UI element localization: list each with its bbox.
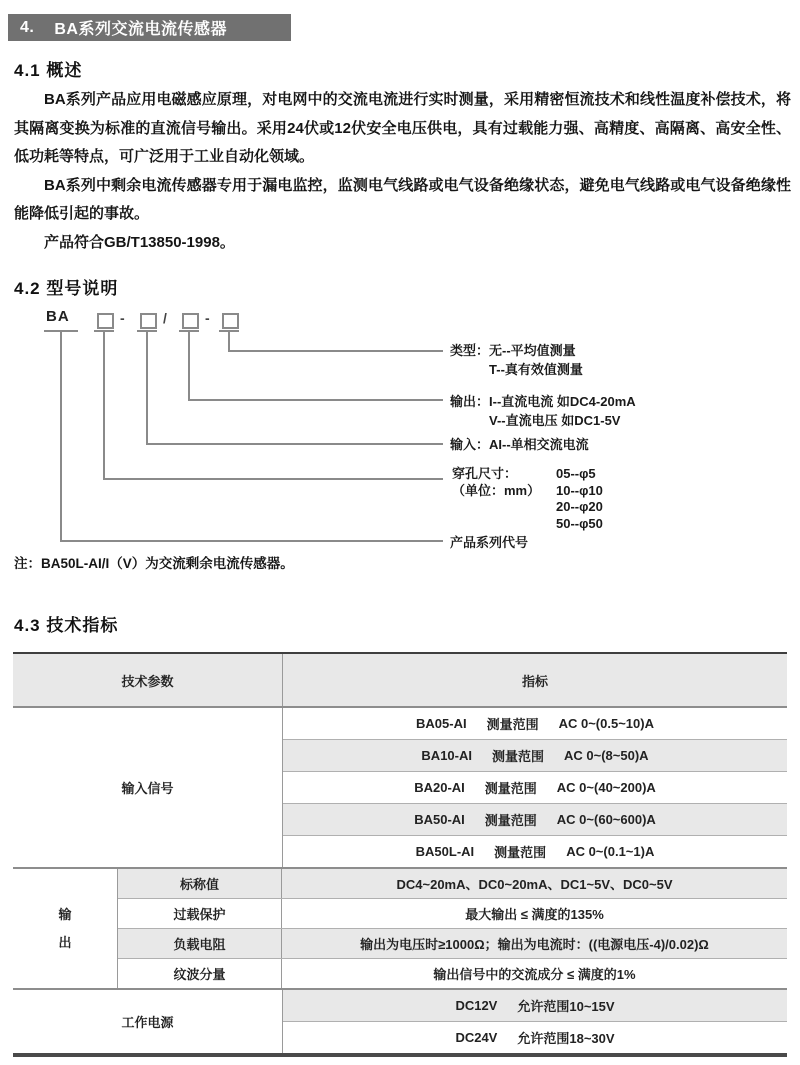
table-row	[118, 928, 787, 958]
connector-horizontal-output	[188, 399, 443, 401]
branch-type-option-1: 无--平均值测量	[489, 343, 576, 358]
branch-aperture-option-1: 05--φ5	[556, 466, 596, 481]
branch-series-label: 产品系列代号	[450, 535, 529, 550]
connector-vertical-aperture	[103, 332, 105, 479]
model-separator-3: -	[205, 310, 210, 326]
branch-type	[450, 341, 583, 379]
branch-type-option-2: T--真有效值测量	[489, 362, 583, 377]
table-section-output	[13, 867, 787, 988]
model-box-input	[140, 313, 157, 329]
input-model: BA50L-AI	[415, 844, 475, 859]
table-row	[283, 708, 787, 739]
connector-vertical-input	[146, 332, 148, 444]
output-section-label	[13, 869, 118, 988]
table-row	[283, 803, 787, 835]
output-value: DC4~20mA、DC0~20mA、DC1~5V、DC0~5V	[396, 877, 673, 892]
table-row	[283, 771, 787, 803]
connector-horizontal-aperture	[103, 478, 443, 480]
output-param: 负载电阻	[118, 929, 282, 958]
table-header-row	[13, 654, 787, 706]
branch-output-option-1: I--直流电流 如DC4-20mA	[489, 394, 636, 409]
input-range-label: 测量范围	[484, 813, 537, 828]
input-range-value: AC 0~(0.1~1)A	[566, 844, 655, 859]
input-model: BA50-AI	[414, 812, 465, 827]
input-range-value: AC 0~(0.5~10)A	[558, 716, 654, 731]
output-value: 输出为电压时≥1000Ω；输出为电流时：((电源电压-4)/0.02)Ω	[360, 937, 709, 952]
input-range-value: AC 0~(40~200)A	[556, 780, 656, 795]
branch-aperture-option-2: 10--φ10	[556, 482, 603, 498]
spec-table	[13, 652, 787, 1057]
overview-paragraph-3: 产品符合GB/T13850-1998。	[44, 233, 235, 251]
table-header-param: 技术参数	[13, 654, 283, 706]
section-title-bar	[8, 14, 291, 41]
input-range-label: 测量范围	[492, 749, 545, 764]
connector-horizontal-input	[146, 443, 443, 445]
table-row	[118, 869, 787, 898]
power-range: 允许范围18~30V	[517, 1031, 615, 1046]
input-range-value: AC 0~(8~50)A	[564, 748, 649, 763]
output-param: 标称值	[118, 869, 282, 898]
connector-horizontal-type	[228, 350, 443, 352]
branch-input-option-1: AI--单相交流电流	[489, 437, 589, 452]
power-model: DC12V	[455, 998, 498, 1013]
table-row	[283, 739, 787, 771]
model-box-output	[182, 313, 199, 329]
model-heading: 4.2 型号说明	[14, 279, 119, 298]
output-value: 最大输出 ≤ 满度的135%	[465, 907, 604, 922]
model-separator-1: -	[120, 310, 125, 326]
power-model: DC24V	[455, 1030, 498, 1045]
section-number: 4.	[20, 18, 35, 36]
power-section-label: 工作电源	[13, 990, 283, 1053]
branch-aperture-option-3: 20--φ20	[556, 499, 603, 514]
input-model: BA20-AI	[414, 780, 465, 795]
branch-output-option-2: V--直流电压 如DC1-5V	[489, 413, 621, 428]
branch-aperture-option-4: 50--φ50	[556, 515, 603, 531]
model-box-aperture	[97, 313, 114, 329]
branch-output-label: 输出：	[450, 394, 490, 409]
branch-aperture-unit: （单位：mm）	[452, 482, 541, 498]
input-range-label: 测量范围	[494, 845, 547, 860]
output-value: 输出信号中的交流成分 ≤ 满度的1%	[433, 967, 636, 982]
output-label-char: 输	[58, 906, 72, 922]
branch-series	[450, 532, 528, 551]
connector-horizontal-series	[60, 540, 443, 542]
overview-heading: 4.1 概述	[14, 61, 83, 80]
connector-vertical-series	[60, 332, 62, 541]
table-row	[283, 990, 787, 1021]
input-model: BA10-AI	[421, 748, 472, 763]
overview-paragraphs	[14, 86, 791, 257]
output-param: 过载保护	[118, 899, 282, 928]
specs-heading: 4.3 技术指标	[14, 616, 119, 635]
connector-vertical-type	[228, 332, 230, 351]
table-row	[283, 1021, 787, 1053]
branch-aperture	[452, 466, 603, 532]
input-range-label: 测量范围	[484, 781, 537, 796]
overview-paragraph-1: BA系列产品应用电磁感应原理，对电网中的交流电流进行实时测量，采用精密恒流技术和线性温度补偿技术，将其隔离变换为标准的直流信号输出。采用24伏或12伏安全电压供电，具有过载能力强、高精度、高隔离、高安全性、低功耗等特点，可广泛用于工业自动化领域。	[14, 91, 791, 165]
table-section-power	[13, 988, 787, 1053]
input-section-label: 输入信号	[13, 708, 283, 867]
output-label-char: 出	[58, 934, 72, 950]
branch-type-label: 类型：	[450, 343, 490, 358]
table-row	[118, 898, 787, 928]
table-row	[118, 958, 787, 988]
model-note: 注：BA50L-AI/I（V）为交流剩余电流传感器。	[14, 556, 294, 571]
model-separator-2: /	[163, 310, 167, 326]
table-header-value: 指标	[521, 673, 548, 689]
model-box-type	[222, 313, 239, 329]
branch-input	[450, 435, 589, 454]
input-range-label: 测量范围	[486, 717, 539, 732]
model-prefix: BA	[46, 308, 70, 325]
table-row	[283, 835, 787, 867]
table-section-input	[13, 706, 787, 867]
section-title: BA系列交流电流传感器	[54, 21, 227, 38]
branch-output	[450, 392, 636, 430]
branch-input-label: 输入：	[450, 437, 490, 452]
branch-aperture-label: 穿孔尺寸：	[452, 466, 518, 481]
connector-vertical-output	[188, 332, 190, 400]
output-param: 纹波分量	[118, 959, 282, 988]
overview-paragraph-2: BA系列中剩余电流传感器专用于漏电监控，监测电气线路或电气设备绝缘状态，避免电气线路或电气设备绝缘性能降低引起的事故。	[14, 176, 791, 222]
power-range: 允许范围10~15V	[517, 999, 615, 1014]
input-model: BA05-AI	[416, 716, 467, 731]
input-range-value: AC 0~(60~600)A	[556, 812, 656, 827]
